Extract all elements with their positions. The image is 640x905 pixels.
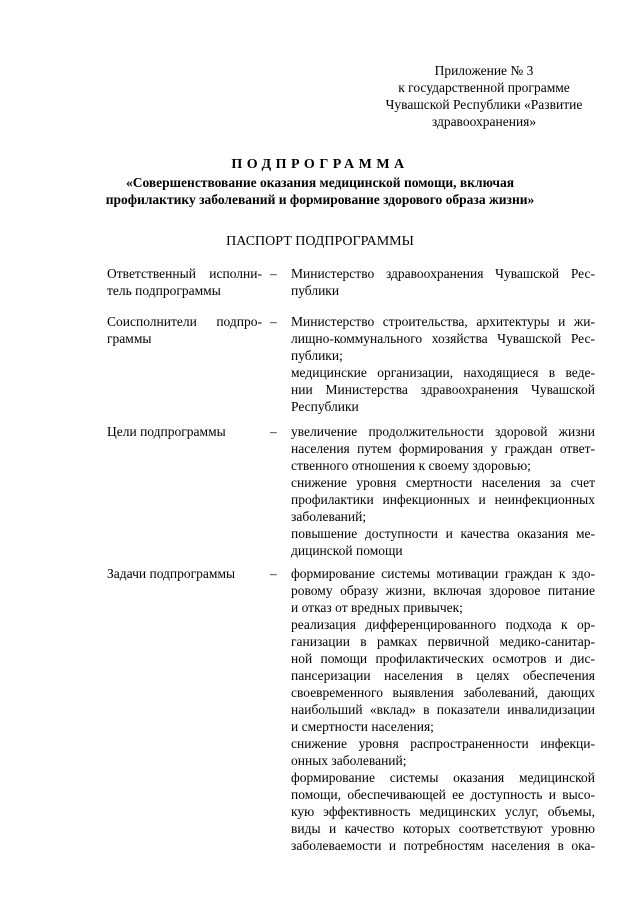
- value-word: распространенности: [410, 736, 529, 751]
- value-word: населения: [491, 838, 551, 853]
- value-word: и: [548, 787, 556, 802]
- value-word: услуг,: [505, 804, 539, 819]
- row-value-line: [291, 491, 595, 508]
- row-label: [107, 265, 262, 299]
- row-label-line: Цели подпрограммы: [107, 424, 226, 439]
- row-label-line: тель подпрограммы: [107, 283, 221, 298]
- value-word: находящиеся: [463, 365, 539, 380]
- value-word: хозяйства: [431, 331, 488, 346]
- value-word: ганизации: [291, 634, 350, 649]
- document-title-line: профилактику заболеваний и формирование здорового образа жизни»: [105, 192, 535, 207]
- label-word: подпро-: [216, 314, 262, 329]
- value-word: обеспечения: [522, 668, 595, 683]
- value-word: здравоохранения: [420, 382, 519, 397]
- value-word: в: [548, 365, 556, 380]
- value-word: медицинские: [291, 365, 367, 380]
- row-value-line: [291, 803, 595, 820]
- value-word: формирование: [291, 566, 375, 581]
- row-label-line: граммы: [107, 331, 152, 346]
- value-word: Чувашской: [531, 382, 595, 397]
- value-word: Министерство: [291, 314, 375, 329]
- value-word: Рес-: [570, 331, 595, 346]
- value-word: формирование: [291, 770, 375, 785]
- value-word: объемы,: [547, 804, 595, 819]
- row-dash: –: [270, 566, 277, 581]
- row-value-line: [291, 820, 595, 837]
- value-word: дающих: [547, 685, 595, 700]
- row-value-line: [291, 582, 595, 599]
- appendix-line: здравоохранения»: [431, 114, 537, 129]
- value-word: качества: [460, 526, 510, 541]
- value-word: виды: [291, 821, 321, 836]
- value-word: в: [360, 634, 367, 649]
- label-word: Соисполнители: [107, 314, 197, 329]
- value-word: строительства,: [382, 314, 468, 329]
- value-word: образу: [340, 583, 379, 598]
- row-label-line: Задачи подпрограммы: [107, 566, 236, 581]
- value-word: ока-: [571, 838, 595, 853]
- value-word: и: [445, 526, 453, 541]
- value-word: профилактических: [375, 651, 485, 666]
- value-word: питание: [548, 583, 595, 598]
- value-word: ровому: [291, 583, 333, 598]
- value-word: заболеваемости: [291, 838, 382, 853]
- value-word: населения: [291, 441, 350, 456]
- row-value-line: заболеваний;: [291, 509, 367, 524]
- value-word: инфекционных: [382, 492, 470, 507]
- value-word: здравоохранения: [385, 266, 484, 281]
- row-label: [107, 565, 262, 582]
- row-value-line: дицинской помощи: [291, 543, 403, 558]
- value-word: продолжительности: [368, 424, 484, 439]
- value-word: снижение: [291, 736, 348, 751]
- value-word: инвалидизации: [507, 702, 595, 717]
- value-word: заболеваний,: [463, 685, 539, 700]
- document-type: ПОДПРОГРАММА: [231, 157, 409, 172]
- appendix-line: Приложение № 3: [434, 63, 534, 78]
- value-word: выявления: [392, 685, 454, 700]
- value-word: системы: [389, 770, 439, 785]
- value-word: здоровое: [489, 583, 541, 598]
- row-value-line: [291, 837, 595, 854]
- value-word: помощи: [320, 651, 368, 666]
- label-word: исполни-: [209, 266, 262, 281]
- row-value-line: [291, 474, 595, 491]
- appendix-line: Чувашской Республики «Развитие: [385, 97, 583, 112]
- row-value-line: [291, 650, 595, 667]
- value-word: «вклад»: [369, 702, 416, 717]
- value-word: жизни,: [385, 583, 426, 598]
- value-word: граждан: [504, 441, 553, 456]
- value-word: Министерство: [291, 266, 375, 281]
- value-word: мотивации: [436, 566, 499, 581]
- row-value-line: [291, 313, 595, 330]
- value-word: доступности: [364, 526, 438, 541]
- value-word: граждан: [504, 566, 553, 581]
- row-value-line: [291, 381, 595, 398]
- value-word: дифференцированного: [365, 617, 497, 632]
- value-word: рамках: [376, 634, 418, 649]
- value-word: целях: [476, 668, 510, 683]
- row-value-line: [291, 525, 595, 542]
- value-word: здоровой: [494, 424, 548, 439]
- value-word: в: [456, 668, 463, 683]
- value-word: за: [549, 475, 562, 490]
- value-word: жизни: [558, 424, 595, 439]
- value-word: обеспечивающей: [347, 787, 446, 802]
- value-word: нии: [291, 382, 313, 397]
- value-word: уровню: [551, 821, 595, 836]
- value-word: потребностям: [403, 838, 484, 853]
- value-word: Министерства: [325, 382, 408, 397]
- row-label-line: [107, 313, 262, 330]
- document-title: [70, 174, 570, 208]
- row-value-line: публики: [291, 283, 340, 298]
- value-word: включая: [433, 583, 482, 598]
- row-value-line: [291, 633, 595, 650]
- value-word: и: [478, 492, 486, 507]
- row-value: [291, 423, 595, 559]
- row-value-line: и отказ от вредных привычек;: [291, 600, 463, 615]
- row-value-line: онных заболеваний;: [291, 753, 407, 768]
- value-word: Чувашской: [497, 331, 562, 346]
- value-word: населения: [384, 668, 443, 683]
- value-word: ме-: [575, 526, 595, 541]
- value-word: уровня: [358, 736, 399, 751]
- value-word: и: [388, 838, 397, 853]
- row-value-line: [291, 786, 595, 803]
- value-word: ор-: [576, 617, 595, 632]
- value-word: доступность: [470, 787, 543, 802]
- row-label: [107, 423, 262, 440]
- row-value-line: [291, 265, 595, 282]
- value-word: реализация: [291, 617, 356, 632]
- value-word: неинфекционных: [494, 492, 595, 507]
- value-word: Рес-: [570, 266, 595, 281]
- value-word: оказания: [453, 770, 505, 785]
- value-word: и: [554, 651, 563, 666]
- value-word: дис-: [570, 651, 595, 666]
- value-word: организации,: [377, 365, 454, 380]
- value-word: жи-: [573, 314, 595, 329]
- value-word: подхода: [505, 617, 552, 632]
- value-word: лищно-коммунального: [291, 331, 423, 346]
- document-heading: [70, 156, 570, 208]
- value-word: формирования: [399, 441, 484, 456]
- value-word: соответствуют: [458, 821, 543, 836]
- row-value-line: [291, 364, 595, 381]
- row-label: [107, 313, 262, 347]
- value-word: осмотров: [492, 651, 547, 666]
- row-dash: –: [270, 314, 277, 329]
- value-word: медицинской: [519, 770, 595, 785]
- value-word: у: [490, 441, 498, 456]
- row-label-line: [107, 265, 262, 282]
- row-value-line: [291, 616, 595, 633]
- value-word: здо-: [571, 566, 595, 581]
- appendix-line: к государственной программе: [398, 80, 570, 95]
- document-title-line: «Совершенствование оказания медицинской помощи, включая: [125, 175, 515, 190]
- row-value: [291, 565, 595, 854]
- value-word: уровня: [356, 475, 397, 490]
- value-word: ной: [291, 651, 313, 666]
- value-word: счет: [570, 475, 595, 490]
- value-word: высо-: [562, 787, 595, 802]
- value-word: инфекци-: [540, 736, 595, 751]
- row-value-line: [291, 565, 595, 582]
- value-word: и: [328, 821, 337, 836]
- row-dash: –: [270, 266, 277, 281]
- value-word: которых: [402, 821, 451, 836]
- row-value-line: [291, 440, 595, 457]
- row-value-line: Республики: [291, 399, 359, 414]
- row-value-line: [291, 735, 595, 752]
- row-value: [291, 313, 595, 415]
- value-word: системы: [381, 566, 431, 581]
- value-word: в: [423, 702, 430, 717]
- value-word: первичной: [427, 634, 490, 649]
- value-word: снижение: [291, 475, 348, 490]
- row-value-line: [291, 423, 595, 440]
- value-word: к: [558, 566, 566, 581]
- value-word: наибольший: [291, 702, 363, 717]
- value-word: в: [557, 838, 564, 853]
- row-value-line: [291, 667, 595, 684]
- value-word: оказания: [517, 526, 569, 541]
- row-value-line: [291, 769, 595, 786]
- value-word: показатели: [436, 702, 500, 717]
- value-word: населения: [481, 475, 541, 490]
- value-word: кую: [291, 804, 315, 819]
- value-word: ее: [452, 787, 465, 802]
- value-word: смертности: [405, 475, 473, 490]
- row-value-line: [291, 330, 595, 347]
- value-word: эффективность: [323, 804, 411, 819]
- value-word: помощи,: [291, 787, 342, 802]
- value-word: качество: [344, 821, 395, 836]
- row-value-line: [291, 701, 595, 718]
- value-word: пансеризации: [291, 668, 371, 683]
- value-word: медико-санитар-: [499, 634, 595, 649]
- row-value-line: и смертности населения;: [291, 719, 434, 734]
- row-value-line: [291, 684, 595, 701]
- value-word: архитектуры: [476, 314, 550, 329]
- appendix-note: [374, 62, 594, 130]
- value-word: медицинских: [419, 804, 497, 819]
- row-value-line: публики;: [291, 348, 343, 363]
- value-word: веде-: [565, 365, 595, 380]
- value-word: профилактики: [291, 492, 374, 507]
- row-value-line: ственного отношения к своему здоровью;: [291, 458, 531, 473]
- passport-title: ПАСПОРТ ПОДПРОГРАММЫ: [226, 234, 414, 249]
- value-word: увеличение: [291, 424, 358, 439]
- value-word: путем: [357, 441, 392, 456]
- label-word: Ответственный: [107, 266, 196, 281]
- value-word: Чувашской: [495, 266, 560, 281]
- value-word: и: [558, 314, 566, 329]
- value-word: своевременного: [291, 685, 383, 700]
- row-value: [291, 265, 595, 299]
- row-dash: –: [270, 424, 277, 439]
- value-word: к: [560, 617, 568, 632]
- value-word: ответ-: [559, 441, 595, 456]
- value-word: повышение: [291, 526, 358, 541]
